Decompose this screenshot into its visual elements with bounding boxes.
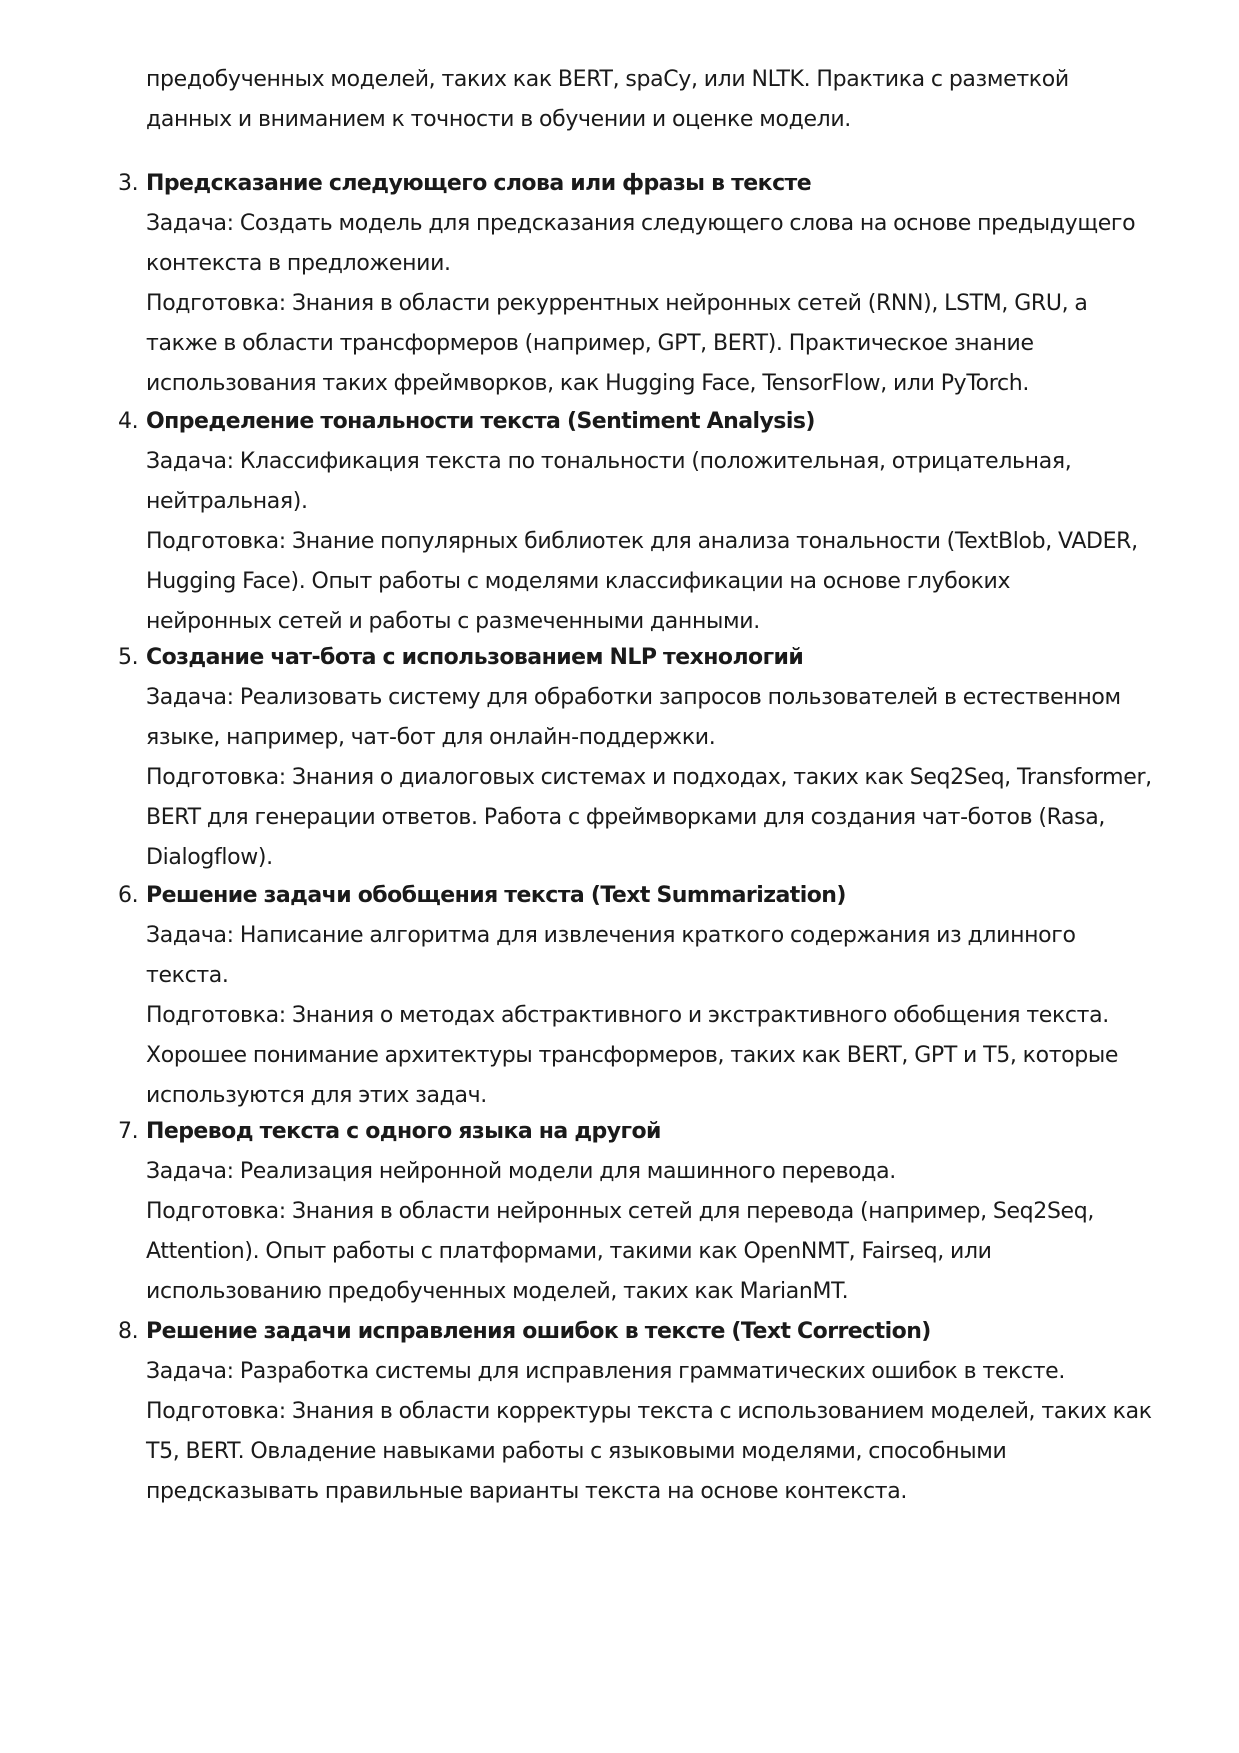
item-line: Задача: Реализация нейронной модели для машинного перевода. <box>146 1159 896 1184</box>
list-number: 4. <box>118 409 139 434</box>
item-line: Hugging Face). Опыт работы с моделями классификации на основе глубоких <box>146 569 1011 594</box>
item-line: нейтральная). <box>146 489 308 514</box>
intro-line: предобученных моделей, таких как BERT, spaCy, или NLTK. Практика с разметкой <box>146 67 1069 92</box>
item-title: Предсказание следующего слова или фразы в тексте <box>146 171 812 196</box>
item-line: Подготовка: Знания о методах абстрактивного и экстрактивного обобщения текста. <box>146 1003 1109 1028</box>
item-line: Задача: Написание алгоритма для извлечения краткого содержания из длинного <box>146 923 1076 948</box>
item-title: Решение задачи обобщения текста (Text Summarization) <box>146 883 846 908</box>
list-number: 5. <box>118 645 139 670</box>
item-title: Создание чат-бота с использованием NLP технологий <box>146 645 804 670</box>
list-item-3 <box>118 164 1166 404</box>
intro-line: данных и вниманием к точности в обучении и оценке модели. <box>146 107 851 132</box>
item-line: Хорошее понимание архитектуры трансформеров, таких как BERT, GPT и T5, которые <box>146 1043 1119 1068</box>
item-title: Перевод текста с одного языка на другой <box>146 1119 661 1144</box>
item-line: T5, BERT. Овладение навыками работы с языковыми моделями, способными <box>146 1439 1007 1464</box>
list-item-7 <box>118 1112 1166 1312</box>
item-line: Подготовка: Знания в области корректуры текста с использованием моделей, таких как <box>146 1399 1152 1424</box>
item-line: Dialogflow). <box>146 845 273 870</box>
list-number: 3. <box>118 171 139 196</box>
item-line: используются для этих задач. <box>146 1083 487 1108</box>
list-item-5 <box>118 638 1166 878</box>
item-line: Задача: Создать модель для предсказания следующего слова на основе предыдущего <box>146 211 1136 236</box>
list-item-4 <box>118 402 1166 642</box>
item-line: нейронных сетей и работы с размеченными данными. <box>146 609 760 634</box>
item-title: Решение задачи исправления ошибок в тексте (Text Correction) <box>146 1319 931 1344</box>
item-line: Подготовка: Знание популярных библиотек для анализа тональности (TextBlob, VADER, <box>146 529 1138 554</box>
item-line: использования таких фреймворков, как Hugging Face, TensorFlow, или PyTorch. <box>146 371 1029 396</box>
list-number: 8. <box>118 1319 139 1344</box>
list-item-8 <box>118 1312 1166 1512</box>
item-line: Attention). Опыт работы с платформами, такими как OpenNMT, Fairseq, или <box>146 1239 992 1264</box>
list-number: 6. <box>118 883 139 908</box>
item-line: Подготовка: Знания о диалоговых системах и подходах, таких как Seq2Seq, Transformer, <box>146 765 1152 790</box>
intro-paragraph <box>146 60 1166 140</box>
item-line: также в области трансформеров (например, GPT, BERT). Практическое знание <box>146 331 1034 356</box>
item-title: Определение тональности текста (Sentiment Analysis) <box>146 409 815 434</box>
item-line: Подготовка: Знания в области нейронных сетей для перевода (например, Seq2Seq, <box>146 1199 1095 1224</box>
item-line: языке, например, чат-бот для онлайн-поддержки. <box>146 725 716 750</box>
item-line: BERT для генерации ответов. Работа с фреймворками для создания чат-ботов (Rasa, <box>146 805 1106 830</box>
item-line: текста. <box>146 963 229 988</box>
item-line: использованию предобученных моделей, таких как MarianMT. <box>146 1279 849 1304</box>
item-line: Задача: Реализовать систему для обработки запросов пользователей в естественном <box>146 685 1121 710</box>
item-line: контекста в предложении. <box>146 251 451 276</box>
list-number: 7. <box>118 1119 139 1144</box>
item-line: Задача: Классификация текста по тональности (положительная, отрицательная, <box>146 449 1072 474</box>
list-item-6 <box>118 876 1166 1116</box>
item-line: Задача: Разработка системы для исправления грамматических ошибок в тексте. <box>146 1359 1066 1384</box>
item-line: Подготовка: Знания в области рекуррентных нейронных сетей (RNN), LSTM, GRU, а <box>146 291 1088 316</box>
item-line: предсказывать правильные варианты текста на основе контекста. <box>146 1479 907 1504</box>
